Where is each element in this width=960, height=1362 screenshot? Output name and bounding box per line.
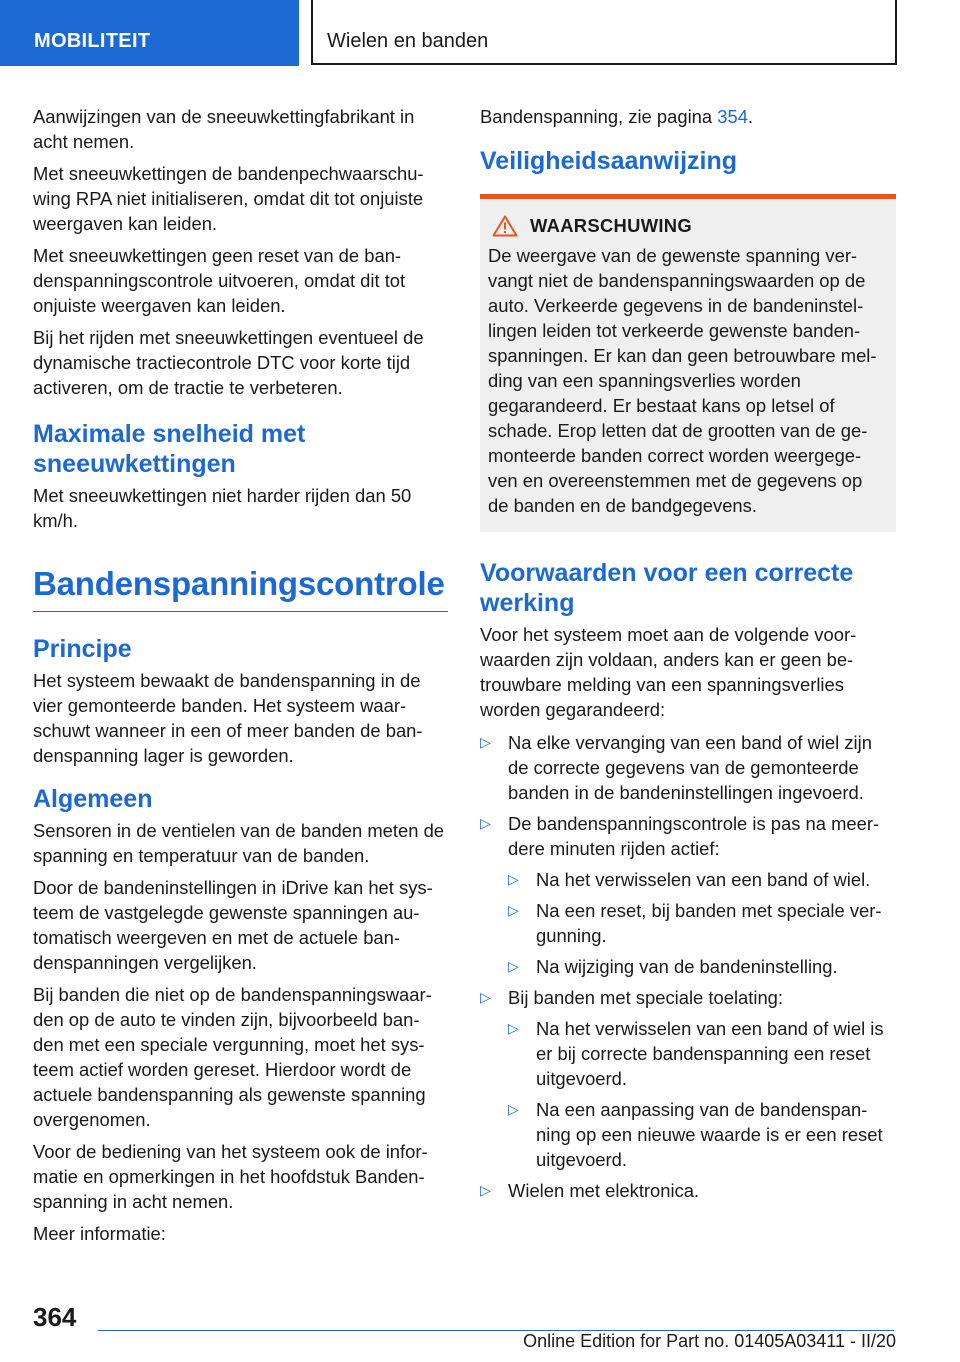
list-item: ▷ De bandenspanningscontrole is pas na meer- dere minuten rijden actief: ▷ Na het verwisselen van een band of wiel. ▷ Na een reset, bij banden met speciale ver- gunning. ▷ Na wijziging van de bandeninstelling. (480, 811, 896, 979)
paragraph: Met sneeuwkettingen niet harder rijden dan 50 km/h. (33, 485, 412, 531)
paragraph: Bij banden die niet op de bandenspanningswaar- den op de auto te vinden zijn, bijvoorbeeld ban- den met een speciale vergunning, moet het sys- teem actief worden gereset. Hierdoor wordt de actuele bandenspanning als gewenste spanning overgenomen. (33, 984, 432, 1130)
sub-list (508, 867, 896, 979)
heading-principe: Principe (33, 635, 132, 663)
paragraph: Door de bandeninstellingen in iDrive kan het sys- teem de vastgelegde gewenste spanningen au- tomatisch weergeven en met de actuele ban- denspanningen vergelijken. (33, 877, 433, 973)
heading-safety: Veiligheidsaanwijzing (480, 147, 738, 175)
warning-header (488, 215, 886, 237)
bullet-triangle-icon: ▷ (480, 734, 491, 750)
list-item: ▷ Na elke vervanging van een band of wiel zijn de correcte gegevens van de gemonteerde banden in de bandeninstellingen ingevoerd. (480, 732, 872, 803)
section-title: MOBILITEIT (34, 30, 151, 52)
paragraph: Het systeem bewaakt de bandenspanning in de vier gemonteerde banden. Het systeem waar- schuwt wanneer in een of meer banden de ban- denspanning lager is geworden. (33, 670, 423, 766)
bullet-triangle-icon: ▷ (508, 958, 519, 974)
list-item: ▷ Na het verwisselen van een band of wiel. (508, 869, 871, 890)
paragraph: Sensoren in de ventielen van de banden meten de spanning en temperatuur van de banden. (33, 820, 445, 866)
list-item: ▷ Wielen met elektronica. (480, 1180, 700, 1201)
bullet-triangle-icon: ▷ (480, 1182, 491, 1198)
paragraph: Met sneeuwkettingen de bandenpechwaarschu- wing RPA niet initialiseren, omdat dit tot onjuiste weergaven kan leiden. (33, 163, 424, 234)
heading-conditions: Voorwaarden voor een correcte werking (480, 559, 854, 617)
bullet-triangle-icon: ▷ (508, 871, 519, 887)
bullet-triangle-icon: ▷ (508, 1020, 519, 1036)
bullet-triangle-icon: ▷ (480, 815, 491, 831)
bullet-triangle-icon: ▷ (508, 1101, 519, 1117)
heading-tire-pressure-control: Bandenspanningscontrole (33, 563, 448, 612)
paragraph: Voor het systeem moet aan de volgende voor- waarden zijn voldaan, anders kan er geen be- trouwbare melding van een spanningsverlies worden gegarandeerd: (480, 624, 857, 720)
warning-triangle-icon (492, 215, 518, 237)
chapter-title: Wielen en banden (327, 30, 489, 52)
paragraph: Meer informatie: (33, 1223, 166, 1244)
list-item: ▷ Na wijziging van de bandeninstelling. (508, 956, 838, 977)
page-link[interactable]: 354 (717, 106, 748, 127)
bullet-triangle-icon: ▷ (508, 902, 519, 918)
page-reference: Bandenspanning, zie pagina 354. (480, 106, 754, 127)
warning-box (480, 194, 896, 532)
conditions-list (480, 730, 896, 1203)
paragraph: Voor de bediening van het systeem ook de infor- matie en opmerkingen in het hoofdstuk Banden- spanning in acht nemen. (33, 1141, 428, 1212)
footer-edition: Online Edition for Part no. 01405A03411 - II/20 (523, 1331, 896, 1351)
chapter-header (311, 0, 897, 65)
list-item: ▷ Na een aanpassing van de bandenspan- ning op een nieuwe waarde is er een reset uitgevoerd. (508, 1099, 883, 1170)
heading-algemeen: Algemeen (33, 785, 153, 813)
right-column (480, 104, 896, 1209)
bullet-triangle-icon: ▷ (480, 989, 491, 1005)
paragraph: Met sneeuwkettingen geen reset van de ban- denspanningscontrole uitvoeren, omdat dit tot onjuiste weergaven kan leiden. (33, 245, 406, 316)
warning-text: De weergave van de gewenste spanning ver- vangt niet de bandenspanningswaarden op de auto. Verkeerde gegevens in de bandeninstel- lingen leiden tot verkeerde gewenste banden- spanningen. Er kan dan geen betrouwbare mel- ding van een spanningsverlies worden gegarandeerd. Er bestaat kans op letsel of schade. Erop letten dat de grootten van de ge- monteerde banden correct worden weergege- ven en overeenstemmen met de gegevens op de banden en de bandgegevens. (488, 245, 877, 516)
heading-max-speed: Maximale snelheid met sneeuwkettingen (33, 420, 306, 478)
list-item: ▷ Na het verwisselen van een band of wiel is er bij correcte bandenspanning een reset uitgevoerd. (508, 1018, 884, 1089)
left-column (33, 104, 448, 1253)
list-item: ▷ Na een reset, bij banden met speciale ver- gunning. (508, 900, 882, 946)
list-item: ▷ Bij banden met speciale toelating: ▷ Na het verwisselen van een band of wiel is er bij correcte bandenspanning een reset uitgevoerd. ▷ Na een aanpassing van de bandenspan- ning op een nieuwe waarde is er een reset uitgevoerd. (480, 985, 896, 1172)
warning-title: WAARSCHUWING (530, 215, 692, 236)
paragraph: Aanwijzingen van de sneeuwkettingfabrikant in acht nemen. (33, 106, 415, 152)
page-number: 364 (33, 1302, 77, 1332)
sub-list (508, 1016, 896, 1172)
section-tab (0, 0, 299, 66)
paragraph: Bij het rijden met sneeuwkettingen eventueel de dynamische tractiecontrole DTC voor korte tijd activeren, om de tractie te verbeteren. (33, 327, 424, 398)
